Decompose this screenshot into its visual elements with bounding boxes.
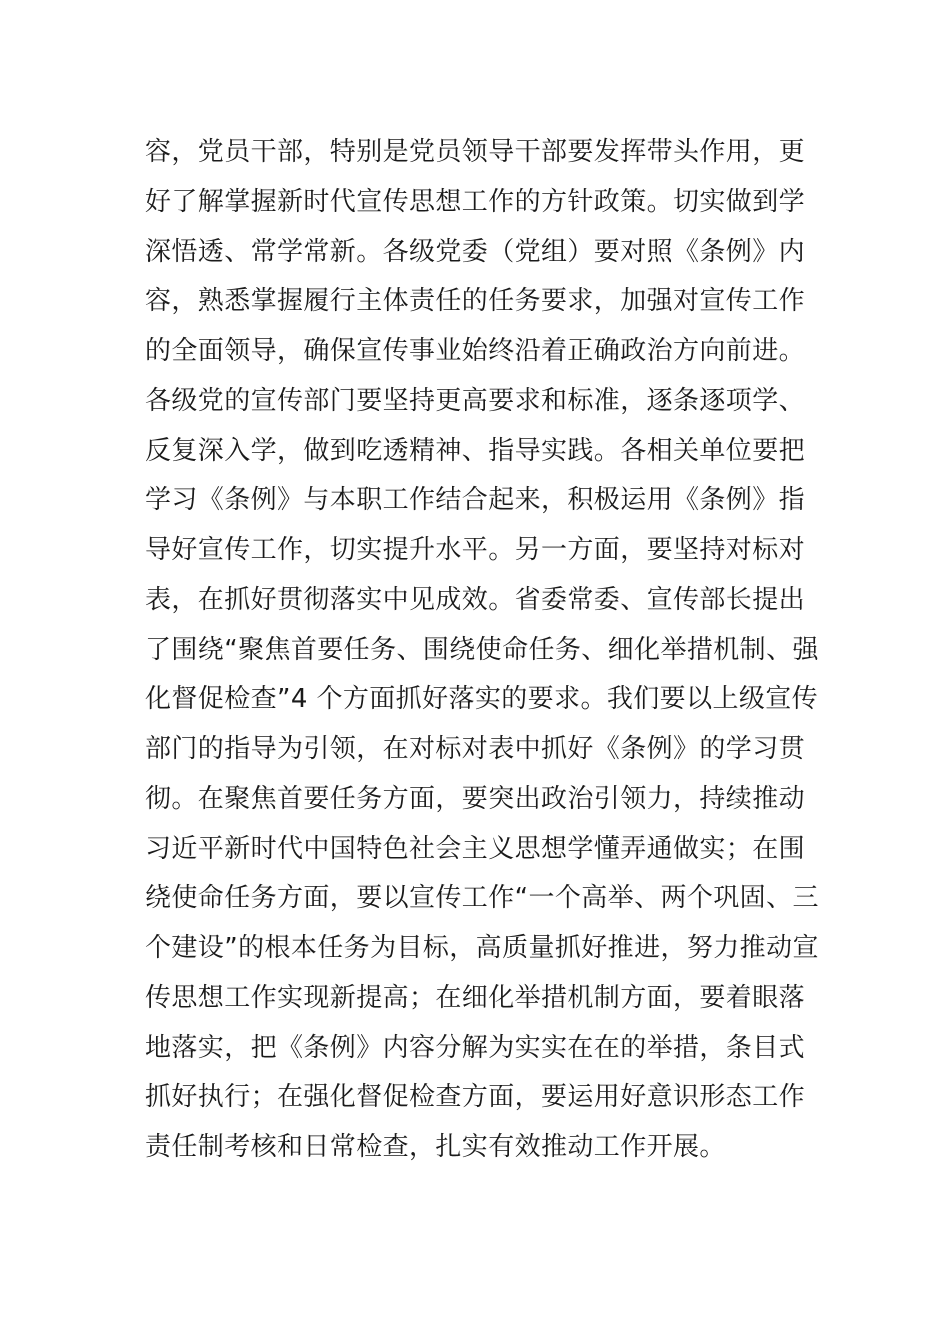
text-line: 导好宣传工作，切实提升水平。另一方面，要坚持对标对: [145, 535, 806, 565]
text-line: 容，熟悉掌握履行主体责任的任务要求，加强对宣传工作: [145, 286, 806, 317]
text-line: 了围绕“聚焦首要任务、围绕使命任务、细化举措机制、强: [145, 634, 819, 665]
text-line: 好了解掌握新时代宣传思想工作的方针政策。切实做到学: [145, 186, 806, 217]
text-line: 地落实，把《条例》内容分解为实实在在的举措，条目式: [145, 1032, 806, 1063]
text-line: 深悟透、常学常新。各级党委（党组）要对照《条例》内: [145, 236, 806, 267]
text-line: 彻。在聚焦首要任务方面，要突出政治引领力，持续推动: [145, 783, 806, 814]
text-line: 容，党员干部，特别是党员领导干部要发挥带头作用，更: [145, 137, 806, 167]
text-line: 绕使命任务方面，要以宣传工作“一个高举、两个巩固、三: [145, 883, 819, 914]
text-line: 传思想工作实现新提高；在细化举措机制方面，要着眼落: [145, 982, 806, 1013]
body-paragraph: [145, 128, 825, 1173]
text-line: 的全面领导，确保宣传事业始终沿着正确政治方向前进。: [145, 336, 806, 366]
text-line: 抓好执行；在强化督促检查方面，要运用好意识形态工作: [145, 1082, 806, 1113]
text-line: 各级党的宣传部门要坚持更高要求和标准，逐条逐项学、: [145, 385, 806, 416]
text-line: 反复深入学，做到吃透精神、指导实践。各相关单位要把: [145, 435, 806, 466]
text-line: 化督促检查”4 个方面抓好落实的要求。我们要以上级宣传: [145, 684, 819, 715]
text-line: 表，在抓好贯彻落实中见成效。省委常委、宣传部长提出: [145, 584, 806, 615]
text-line: 责任制考核和日常检查，扎实有效推动工作开展。: [145, 1132, 726, 1162]
text-line: 个建设”的根本任务为目标，高质量抓好推进，努力推动宣: [145, 933, 819, 963]
text-line: 部门的指导为引领，在对标对表中抓好《条例》的学习贯: [145, 734, 806, 764]
text-line: 习近平新时代中国特色社会主义思想学懂弄通做实；在围: [145, 833, 806, 864]
text-line: 学习《条例》与本职工作结合起来，积极运用《条例》指: [145, 485, 806, 516]
